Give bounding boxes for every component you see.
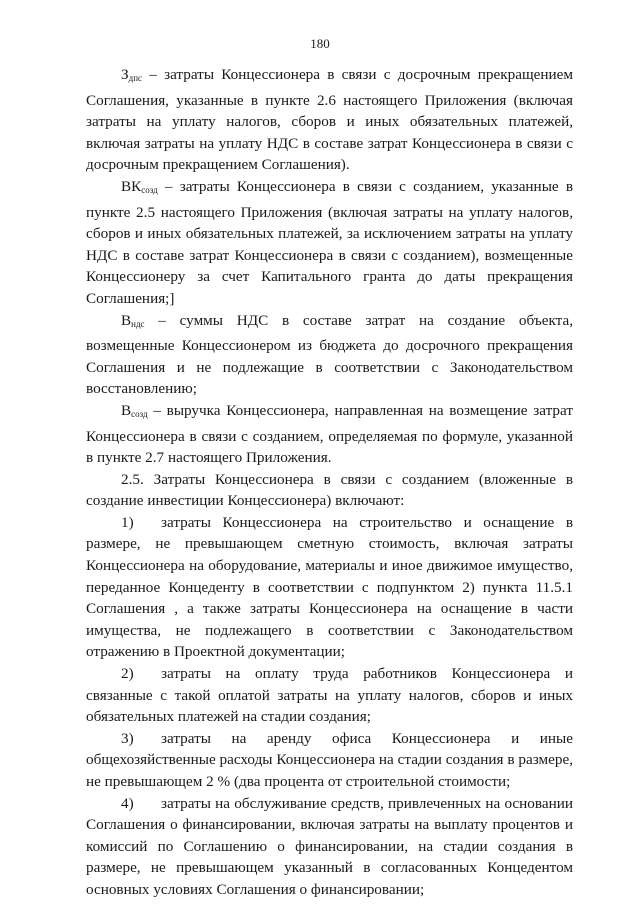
page-number: 180 xyxy=(310,36,330,51)
definition-text: – выручка Концессионера, направленная на возмещение затрат Концессионера в связи с созданием, определяемая по формуле, указанной в пункте 2.7 настоящего Приложения. xyxy=(86,401,573,467)
symbol: В xyxy=(121,401,132,419)
symbol: В xyxy=(121,311,132,329)
list-item-4 xyxy=(86,793,573,901)
list-item-text: затраты на обслуживание средств, привлеченных на основании Соглашения о финансировании, включая затраты на выплату процентов и комиссий по Соглашению о финансировании, на стадии создания в размере, не превышающем указанный в согласованных Концедентом основных условиях Соглашения о финансировании; xyxy=(86,794,573,898)
list-item-number: 4) xyxy=(121,794,134,812)
list-item-number: 3) xyxy=(121,729,134,747)
symbol: З xyxy=(121,66,129,83)
paragraph-v-sozd xyxy=(86,400,573,469)
list-item-text: затраты Концессионера на строительство и оснащение в размере, не превышающем сметную стоимость, включая затраты Концессионера на оборудование, материалы и иное движимое имущество, переданное Концеденту в соответствии с подпунктом 2) пункта 11.5.1 Соглашения , а также затраты Концессионера на оснащение в части имущества, не подлежащего в соответствии с Законодательством отражению в Проектной документации; xyxy=(86,513,573,661)
symbol-subscript: созд xyxy=(131,408,148,419)
paragraph-v-nds xyxy=(86,310,573,400)
definition-text: – затраты Концессионера в связи с созданием, указанные в пункте 2.5 настоящего Приложения (включая затраты на уплату налогов, сборов и иных обязательных платежей, за исключением затраты на уплату НДС в составе затрат Концессионера в связи с созданием), возмещенные Концессионеру за счет Капитального гранта до даты прекращения Соглашения;] xyxy=(86,177,573,307)
definition-text: – затраты Концессионера в связи с досрочным прекращением Соглашения, указанные в пункте 2.6 настоящего Приложения (включая затраты на уплату налогов, сборов и иных обязательных платежей, включая затраты на уплату НДС в составе затрат Концессионера в связи с досрочным прекращением Соглашения). xyxy=(86,66,573,174)
list-item-number: 2) xyxy=(121,665,134,683)
list-item-3 xyxy=(86,728,573,793)
section-2-5-heading: 2.5. Затраты Концессионера в связи с созданием (вложенные в создание инвестиции Концессионера) включают: xyxy=(86,470,573,510)
body-text xyxy=(86,64,573,901)
list-item-2 xyxy=(86,663,573,728)
list-item-1 xyxy=(86,512,573,663)
list-item-text: затраты на оплату труда работников Концессионера и связанные с такой оплатой затраты на уплату налогов, сборов и иных обязательных платежей на стадии создания; xyxy=(86,665,573,726)
symbol-subscript: ндс xyxy=(131,318,145,329)
list-item-number: 1) xyxy=(121,513,134,531)
symbol-subscript: созд xyxy=(141,184,158,195)
paragraph-vk-sozd xyxy=(86,176,573,310)
symbol: ВК xyxy=(121,177,142,195)
list-item-text: затраты на аренду офиса Концессионера и иные общехозяйственные расходы Концессионера на стадии создания в размере, не превышающем 2 % (два процента от строительной стоимости; xyxy=(86,729,573,790)
symbol-subscript: дпс xyxy=(128,73,142,83)
definition-text: – суммы НДС в составе затрат на создание объекта, возмещенные Концессионером из бюджета до досрочного прекращения Соглашения и не подлежащие в соответствии с Законодательством восстановлению; xyxy=(86,311,573,398)
paragraph-zdps xyxy=(86,64,573,176)
